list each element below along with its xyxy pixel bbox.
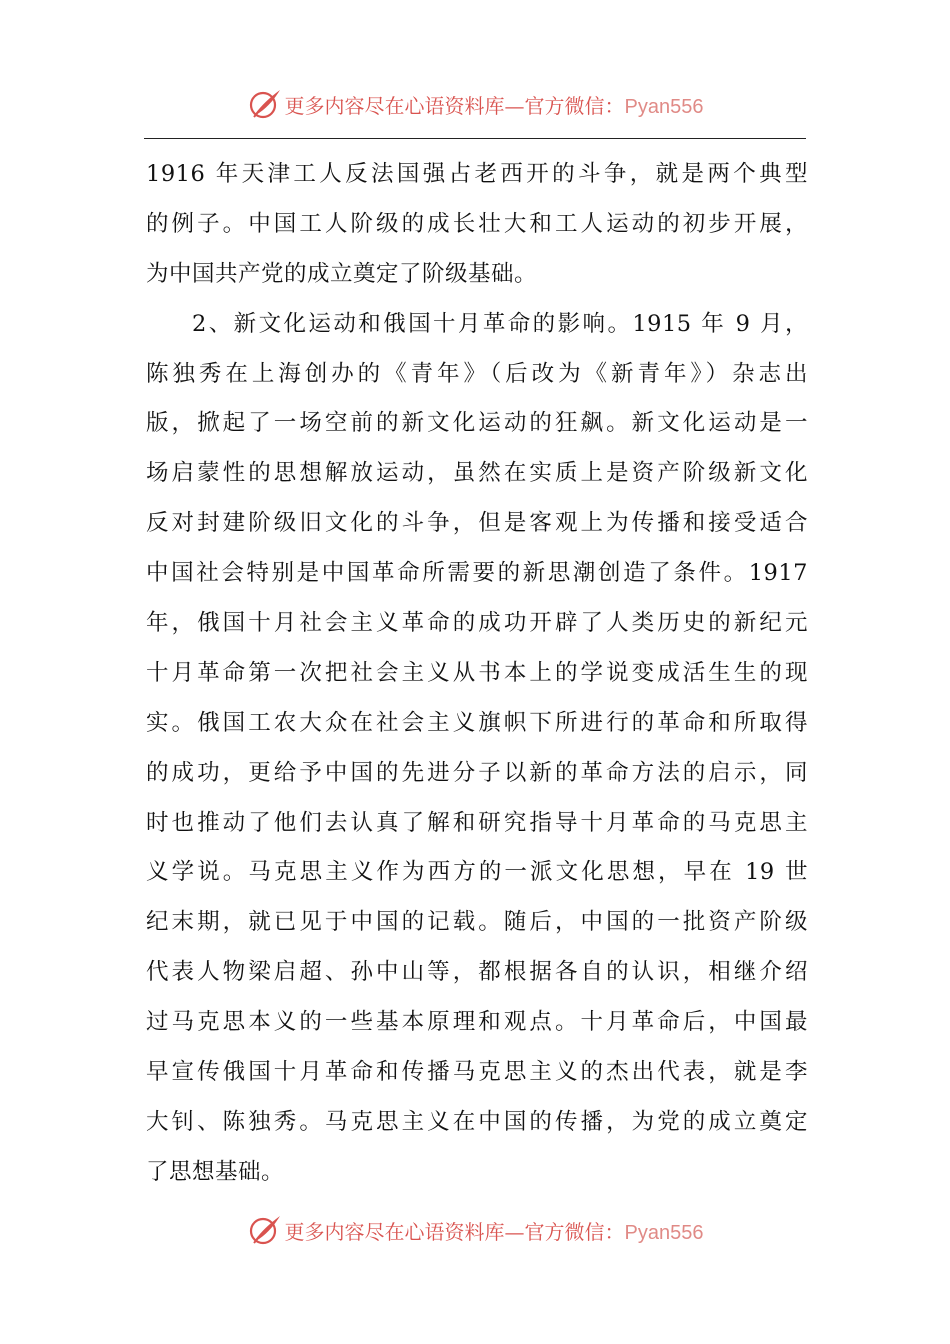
text-line: 过马克思本义的一些基本原理和观点。十月革命后，中国最: [146, 1009, 808, 1036]
text-line: 实。俄国工农大众在社会主义旗帜下所进行的革命和所取得: [146, 709, 808, 736]
header-banner-text: 更多内容尽在心语资料库—官方微信：Pyan556: [284, 93, 704, 118]
text-line: 为中国共产党的成立奠定了阶级基础。: [146, 260, 538, 287]
footer-banner: [0, 1210, 950, 1250]
text-line: 场启蒙性的思想解放运动，虽然在实质上是资产阶级新文化: [146, 460, 808, 487]
text-line: 早宣传俄国十月革命和传播马克思主义的杰出代表，就是李: [146, 1059, 808, 1086]
text-line: 1916 年天津工人反法国强占老西开的斗争，就是两个典型: [146, 161, 808, 187]
text-line: 大钊、陈独秀。马克思主义在中国的传播，为党的成立奠定: [146, 1108, 808, 1135]
header-banner: [0, 84, 950, 124]
header-divider: [144, 138, 806, 139]
text-line: 义学说。马克思主义作为西方的一派文化思想，早在 19 世: [146, 859, 808, 886]
text-line: 代表人物梁启超、孙中山等，都根据各自的认识，相继介绍: [146, 959, 808, 986]
footer-banner-text: 更多内容尽在心语资料库—官方微信：Pyan556: [284, 1219, 704, 1244]
text-line: 版，掀起了一场空前的新文化运动的狂飙。新文化运动是一: [146, 410, 808, 437]
text-line: 的成功，更给予中国的先进分子以新的革命方法的启示，同: [146, 759, 808, 786]
body-text: [146, 150, 808, 1198]
quill-pen-logo-icon: [247, 86, 283, 122]
text-line: 2、新文化运动和俄国十月革命的影响。1915 年 9 月，: [192, 310, 808, 337]
text-line: 纪末期，就已见于中国的记载。随后，中国的一批资产阶级: [146, 909, 808, 936]
text-line: 年，俄国十月社会主义革命的成功开辟了人类历史的新纪元: [146, 610, 808, 637]
text-line: 十月革命第一次把社会主义从书本上的学说变成活生生的现: [146, 659, 808, 686]
quill-pen-logo-icon: [247, 1212, 283, 1248]
text-line: 陈独秀在上海创办的《青年》（后改为《新青年》）杂志出: [146, 360, 808, 387]
text-line: 的例子。中国工人阶级的成长壮大和工人运动的初步开展，: [146, 210, 808, 237]
text-line: 反对封建阶级旧文化的斗争，但是客观上为传播和接受适合: [146, 510, 808, 537]
header-wechat-handle: Pyan556: [624, 95, 704, 118]
text-line: 时也推动了他们去认真了解和研究指导十月革命的马克思主: [146, 809, 808, 836]
footer-wechat-handle: Pyan556: [624, 1221, 704, 1244]
text-line: 中国社会特别是中国革命所需要的新思潮创造了条件。1917: [146, 560, 808, 587]
text-line: 了思想基础。: [146, 1158, 285, 1185]
